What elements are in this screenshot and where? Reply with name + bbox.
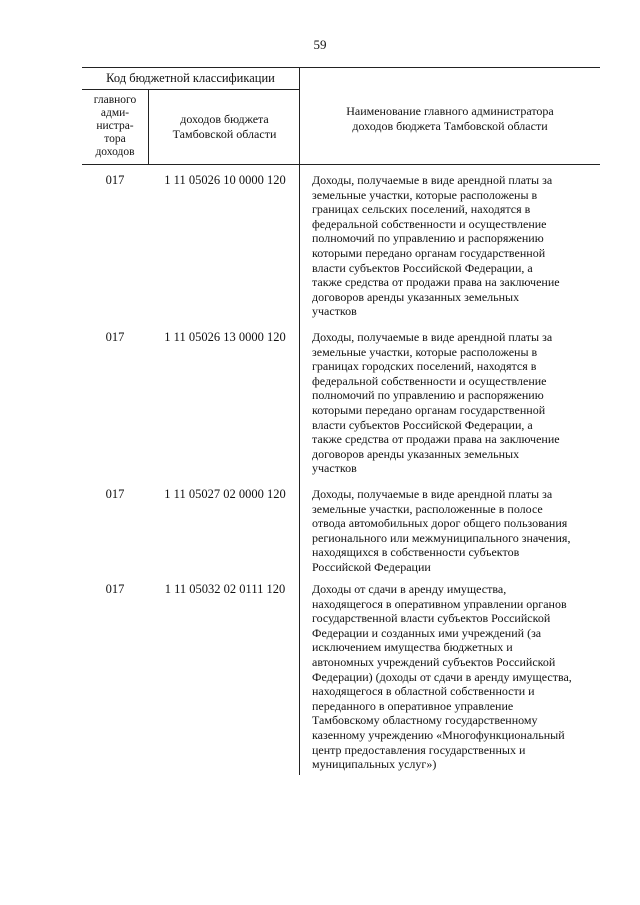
header-bottom-border	[82, 164, 600, 165]
header-group-title: Код бюджетной классификации	[106, 71, 275, 85]
budget-code: 1 11 05026 13 0000 120	[164, 330, 286, 344]
header-divider-admin	[148, 89, 149, 165]
income-name: Доходы от сдачи в аренду имущества, находящегося в оперативном управлении органов государственной власти субъектов Российской Федерации и созданных ими учреждений (за исключением имущества бюджетных и автономных учреждений субъектов Российской Федерации) (доходы от сдачи в аренду имущества, находящегося в областной собственности и переданного в оперативное управление Тамбовскому областному государственному казенному учреждению «Многофункциональный центр предоставления государственных и муниципальных услуг»)	[312, 582, 572, 772]
header-income-column: доходов бюджета Тамбовской области	[172, 112, 277, 141]
income-name: Доходы, получаемые в виде арендной платы за земельные участки, расположенные в полосе отвода автомобильных дорог общего пользования регионального или межмуниципального значения, находящихся в собственности субъектов Российской Федерации	[312, 487, 571, 574]
group-title-underline	[82, 89, 299, 90]
budget-code: 1 11 05026 10 0000 120	[164, 173, 286, 187]
header-admin-column: главного адми- нистра- тора доходов	[93, 94, 137, 158]
admin-code: 017	[105, 582, 125, 596]
admin-code: 017	[105, 173, 125, 187]
admin-code: 017	[105, 487, 125, 501]
income-name: Доходы, получаемые в виде арендной платы за земельные участки, которые расположены в границах городских поселений, находятся в федеральной собственности и осуществление полномочий по управлению и распоряжению которыми передано органам государственной власти субъектов Российской Федерации, а также средства от продажи права на заключение договоров аренды указанных земельных участков	[312, 330, 560, 476]
income-name: Доходы, получаемые в виде арендной платы за земельные участки, которые расположены в границах сельских поселений, находятся в федеральной собственности и осуществление полномочий по управлению и распоряжению которыми передано органам государственной власти субъектов Российской Федерации, а также средства от продажи права на заключение договоров аренды указанных земельных участков	[312, 173, 560, 319]
budget-code: 1 11 05032 02 0111 120	[164, 582, 286, 596]
admin-code: 017	[105, 330, 125, 344]
budget-code: 1 11 05027 02 0000 120	[164, 487, 286, 501]
page-number: 59	[313, 37, 327, 52]
header-name-column: Наименование главного администратора доходов бюджета Тамбовской области	[346, 104, 554, 133]
table-top-border	[82, 67, 600, 68]
